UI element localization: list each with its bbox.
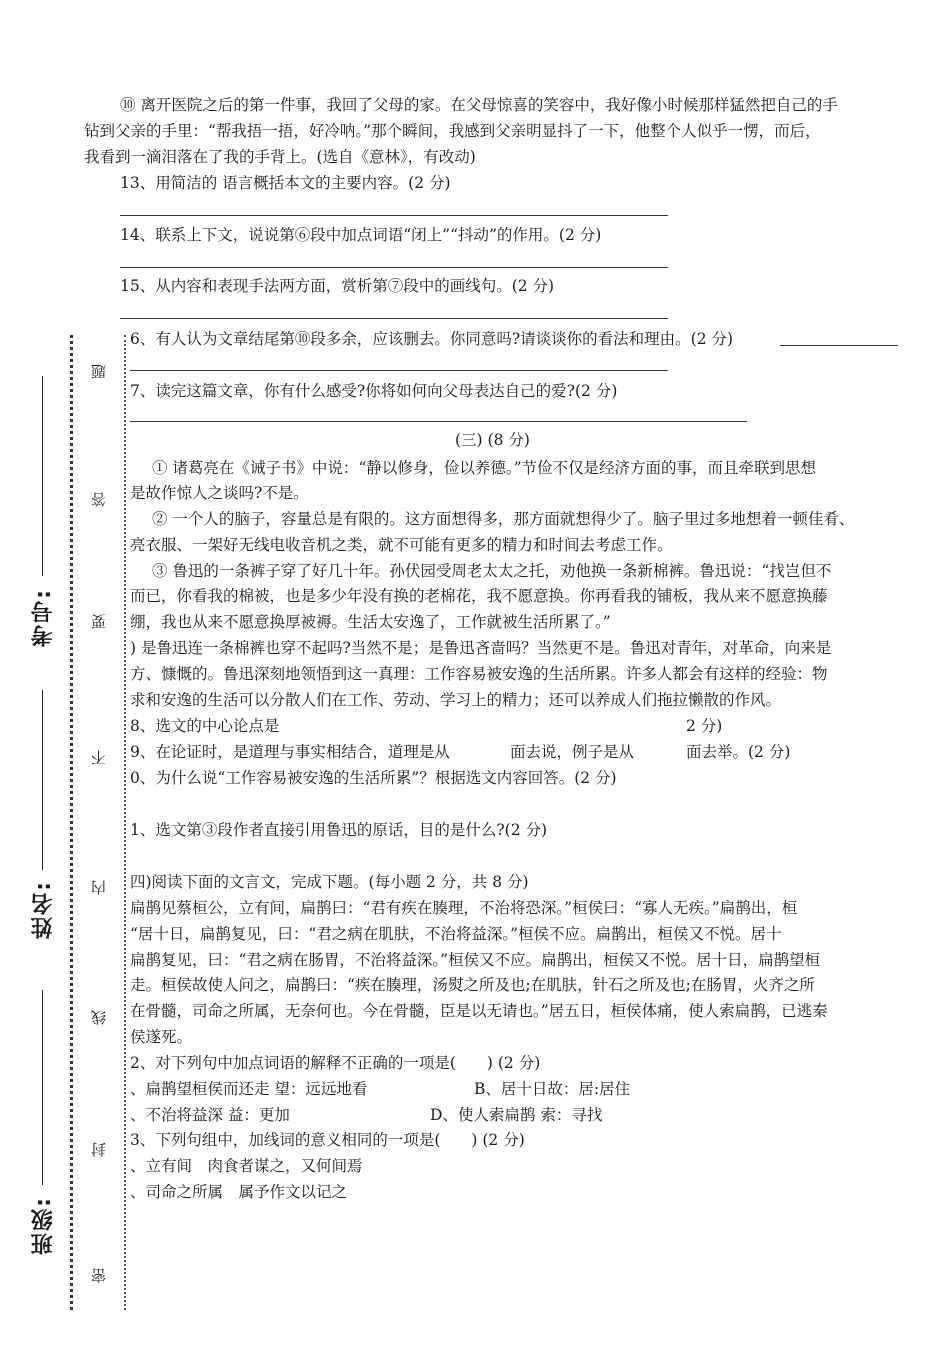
- answer-line-13[interactable]: [120, 215, 668, 216]
- question-23: 3、下列句组中，加线词的意义相同的一项是( ) (2 分): [130, 1131, 525, 1149]
- section-4-title: 四)阅读下面的文言文，完成下题。(每小题 2 分，共 8 分): [130, 873, 529, 891]
- text-line: 钻到父亲的手里：“帮我捂一捂，好冷呐。”那个瞬间，我感到父亲明显抖了一下，他整个人似乎一愣，而后，: [84, 122, 821, 140]
- question-19: 9、在论证时，是道理与事实相结合，道理是从: [130, 743, 450, 761]
- seal-char: 题: [90, 364, 108, 379]
- question-22: 2、对下列句中加点词语的解释不正确的一项是( ) (2 分): [130, 1054, 541, 1072]
- option-22-d[interactable]: D、使人索扁鹊 索：寻找: [430, 1106, 603, 1124]
- text-line: ⑩ 离开医院之后的第一件事，我回了父母的家。在父母惊喜的笑容中，我好像小时候那样猛然把自己的手: [120, 96, 838, 114]
- option-22-c[interactable]: 、不治将益深 益：更加: [130, 1106, 290, 1124]
- text-line: 是故作惊人之谈吗?不是。: [130, 484, 309, 502]
- class-field[interactable]: [42, 990, 43, 1185]
- option-22-a[interactable]: 、扁鹊望桓侯而还走 望：远远地看: [130, 1080, 368, 1098]
- seal-char: 不: [90, 750, 108, 765]
- text-line: ) 是鲁迅连一条棉裤也穿不起吗?当然不是；是鲁迅吝啬吗？当然更不是。鲁迅对青年，对革命，向来是: [130, 639, 832, 657]
- question-19-part3: 面去举。(2 分): [686, 743, 791, 761]
- text-line: 亮衣服、一架好无线电收音机之类，就不可能有更多的精力和时间去考虑工作。: [130, 536, 673, 554]
- section-3-title: (三) (8 分): [455, 431, 530, 449]
- answer-line-17[interactable]: [130, 421, 747, 422]
- answer-line-15[interactable]: [120, 318, 668, 319]
- text-line: 求和安逸的生活可以分散人们在工作、劳动、学习上的精力；还可以养成人们拖拉懒散的作风。: [130, 691, 782, 709]
- text-line: 方、慷慨的。鲁迅深刻地领悟到这一真理：工作容易被安逸的生活所累。许多人都会有这样的经验：物: [130, 665, 828, 683]
- name-field[interactable]: [42, 690, 43, 870]
- question-18: 8、选文的中心论点是: [130, 717, 280, 735]
- question-17: 7、读完这篇文章，你有什么感受?你将如何向父母表达自己的爱?(2 分): [130, 382, 618, 400]
- seal-char: 内: [90, 880, 108, 895]
- inner-dotted-border: [124, 335, 126, 1310]
- seal-char: 密: [90, 1268, 108, 1283]
- question-21: 1、选文第③段作者直接引用鲁迅的原话，目的是什么?(2 分): [130, 821, 548, 839]
- text-line: 扁鹊复见，曰：“君之病在肠胃，不治将益深。”桓侯又不应。扁鹊出，桓侯又不悦。居十日，扁鹊望桓: [130, 951, 821, 969]
- option-22-b[interactable]: B、居十日故：居:居住: [474, 1080, 631, 1098]
- text-line: 侯遂死。: [130, 1028, 193, 1046]
- question-20: 0、为什么说“工作容易被安逸的生活所累”？根据选文内容回答。(2 分): [130, 769, 617, 787]
- question-15: 15、从内容和表现手法两方面，赏析第⑦段中的画线句。(2 分): [120, 277, 555, 295]
- text-line: 我看到一滴泪落在了我的手背上。(选自《意林》，有改动): [84, 148, 476, 166]
- class-label: 班级:: [31, 1196, 56, 1255]
- name-label: 姓名:: [31, 880, 56, 939]
- seal-char: 答: [90, 492, 108, 507]
- text-line: ① 诸葛亮在《诫子书》中说：“静以修身，俭以养德。”节俭不仅是经济方面的事，而且牵联到思想: [152, 459, 817, 477]
- text-line: “居十日，扁鹊复见，曰：“君之病在肌肤，不治将益深。”桓侯不应。扁鹊出，桓侯又不悦。居十: [130, 925, 782, 943]
- question-16: 6、有人认为文章结尾第⑩段多余，应该删去。你同意吗?请谈谈你的看法和理由。(2 分): [130, 330, 734, 348]
- seal-char: 要: [90, 614, 108, 629]
- text-line: 而已，你看我的棉被，也是多少年没有换的老棉花，我不愿意换。你再看我的铺板，我从来不愿意换藤: [130, 587, 828, 605]
- question-14: 14、联系上下文，说说第⑥段中加点词语“闭上”“抖动”的作用。(2 分): [120, 226, 602, 244]
- exam-number-label: 考号:: [31, 588, 56, 647]
- question-18-score: 2 分): [686, 717, 723, 735]
- question-13: 13、用简洁的 语言概括本文的主要内容。(2 分): [120, 174, 451, 192]
- text-line: ③ 鲁迅的一条裤子穿了好几十年。孙伏园受周老太太之托，劝他换一条新棉裤。鲁迅说：“找岂但不: [152, 562, 832, 580]
- text-line: 绷，我也从来不愿意换厚被褥。生活太安逸了，工作就被生活所累了。”: [130, 613, 611, 631]
- seal-char: 封: [90, 1142, 108, 1157]
- answer-line-14[interactable]: [120, 267, 668, 268]
- text-line: 走。桓侯故使人问之，扁鹊曰：“疾在腠理，汤熨之所及也;在肌肤，针石之所及也;在肠胃，火齐之所: [130, 976, 815, 994]
- answer-line-16[interactable]: [130, 370, 668, 371]
- option-23-a[interactable]: 、立有间 肉食者谋之，又何间焉: [130, 1157, 363, 1175]
- question-19-part2: 面去说，例子是从: [510, 743, 635, 761]
- option-23-b[interactable]: 、司命之所属 属予作文以记之: [130, 1183, 348, 1201]
- answer-line-16-inline[interactable]: [780, 345, 898, 346]
- outer-dotted-border: [70, 335, 73, 1310]
- seal-char: 线: [90, 1010, 108, 1025]
- exam-number-field[interactable]: [42, 376, 43, 576]
- text-line: ② 一个人的脑子，容量总是有限的。这方面想得多，那方面就想得少了。脑子里过多地想着一顿佳肴、: [152, 510, 855, 528]
- text-line: 在骨髓，司命之所属，无奈何也。今在骨髓，臣是以无请也。”居五日，桓侯体痛，使人索扁鹊，已逃秦: [130, 1002, 828, 1020]
- text-line: 扁鹊见蔡桓公，立有间，扁鹊曰：“君有疾在腠理，不治将恐深。”桓侯曰：“寡人无疾。”扁鹊出，桓: [130, 899, 798, 917]
